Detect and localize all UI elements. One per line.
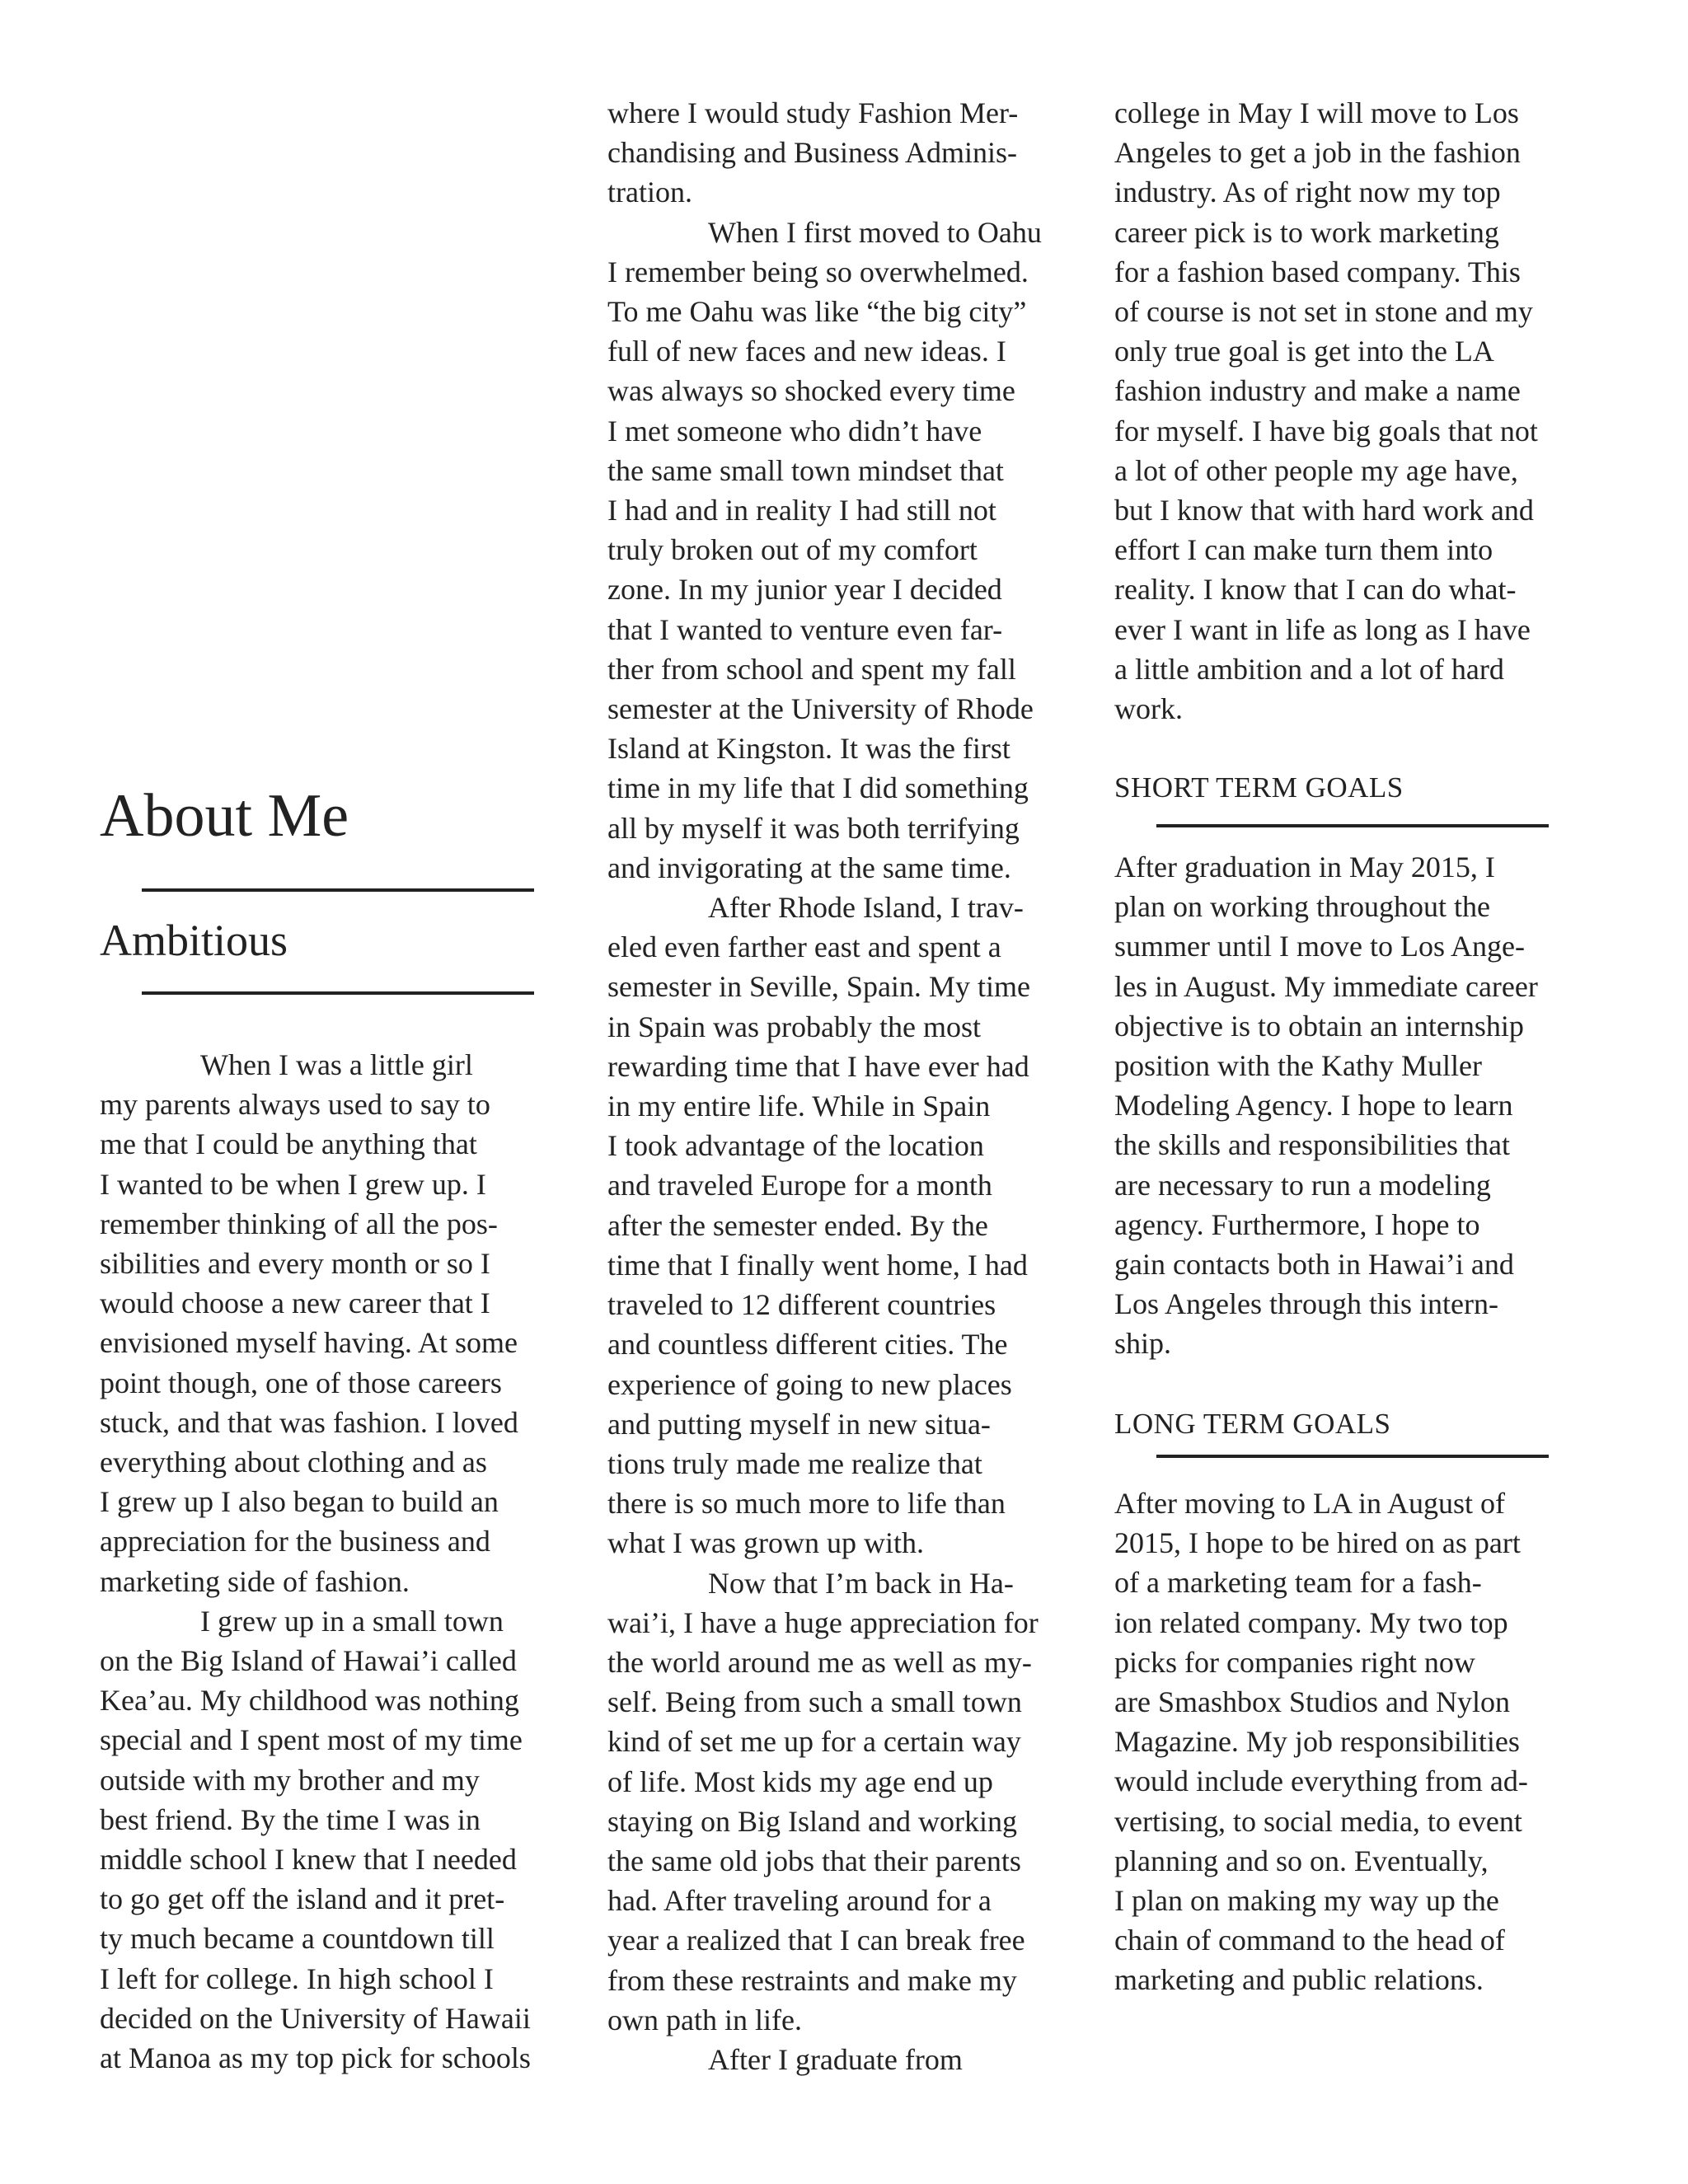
text-line: a little ambition and a lot of hard [1114, 652, 1504, 686]
body-column-3 [1114, 93, 1538, 729]
text-line: of course is not set in stone and my [1114, 295, 1533, 329]
text-line: ty much became a countdown till [100, 1922, 495, 1956]
text-line: had. After traveling around for a [607, 1884, 992, 1918]
text-line: staying on Big Island and working [607, 1804, 1017, 1838]
text-line: ther from school and spent my fall [607, 652, 1016, 686]
text-line: ship. [1114, 1327, 1172, 1361]
text-line: ever I want in life as long as I have [1114, 612, 1531, 646]
text-line: the world around me as well as my- [607, 1645, 1032, 1679]
text-line: chandising and Business Adminis- [607, 136, 1017, 170]
text-line: middle school I knew that I needed [100, 1843, 517, 1877]
text-line: from these restraints and make my [607, 1963, 1017, 1997]
text-line: at Manoa as my top pick for schools [100, 2041, 531, 2075]
text-line: special and I spent most of my time [100, 1723, 523, 1757]
text-line: gain contacts both in Hawai’i and [1114, 1248, 1514, 1282]
text-line: picks for companies right now [1114, 1645, 1475, 1679]
text-line: marketing side of fashion. [100, 1564, 410, 1598]
text-line: and putting myself in new situa- [607, 1407, 991, 1441]
text-line: where I would study Fashion Mer- [607, 96, 1019, 129]
text-line: after the semester ended. By the [607, 1208, 988, 1242]
text-line: truly broken out of my comfort [607, 533, 978, 567]
text-line: I met someone who didn’t have [607, 414, 982, 448]
text-line: When I first moved to Oahu [708, 215, 1042, 249]
text-line: appreciation for the business and [100, 1525, 490, 1558]
text-line: and countless different cities. The [607, 1328, 1008, 1361]
long-term-goals-heading: LONG TERM GOALS [1114, 1408, 1391, 1440]
text-line: all by myself it was both terrifying [607, 811, 1020, 845]
text-line: that I wanted to venture even far- [607, 612, 1003, 646]
short-term-goals-heading: SHORT TERM GOALS [1114, 771, 1404, 804]
text-line: remember thinking of all the pos- [100, 1207, 498, 1240]
text-line: I remember being so overwhelmed. [607, 255, 1029, 288]
body-column-1 [100, 1045, 531, 2078]
text-line: After moving to LA in August of [1114, 1487, 1505, 1520]
text-line: self. Being from such a small town [607, 1685, 1022, 1719]
body-column-2 [607, 93, 1042, 2079]
text-line: I took advantage of the location [607, 1129, 984, 1163]
text-line: what I was grown up with. [607, 1526, 924, 1560]
text-line: the skills and responsibilities that [1114, 1128, 1510, 1162]
text-line: After I graduate from [708, 2042, 963, 2076]
text-line: work. [1114, 692, 1183, 726]
text-line: I had and in reality I had still not [607, 494, 996, 527]
text-line: eled even farther east and spent a [607, 930, 1001, 964]
text-line: decided on the University of Hawaii [100, 2001, 531, 2035]
text-line: own path in life. [607, 2003, 802, 2036]
text-line: of life. Most kids my age end up [607, 1765, 993, 1798]
text-line: best friend. By the time I was in [100, 1802, 481, 1836]
text-line: for myself. I have big goals that not [1114, 414, 1538, 448]
text-line: I grew up I also began to build an [100, 1485, 499, 1519]
text-line: for a fashion based company. This [1114, 255, 1521, 288]
text-line: college in May I will move to Los [1114, 96, 1519, 129]
text-line: my parents always used to say to [100, 1088, 490, 1122]
text-line: and traveled Europe for a month [607, 1169, 992, 1202]
text-line: industry. As of right now my top [1114, 176, 1501, 209]
text-line: tions truly made me realize that [607, 1446, 982, 1480]
text-line: but I know that with hard work and [1114, 494, 1534, 527]
long-term-goals-text [1114, 1483, 1528, 2000]
text-line: I left for college. In high school I [100, 1961, 494, 1995]
text-line: effort I can make turn them into [1114, 533, 1493, 567]
text-line: summer until I move to Los Ange- [1114, 930, 1525, 963]
text-line: are necessary to run a modeling [1114, 1168, 1491, 1202]
text-line: ion related company. My two top [1114, 1605, 1508, 1639]
text-line: there is so much more to life than [607, 1487, 1006, 1521]
text-line: and invigorating at the same time. [607, 851, 1011, 884]
text-line: envisioned myself having. At some [100, 1326, 518, 1360]
text-line: me that I could be anything that [100, 1127, 477, 1161]
text-line: position with the Kathy Muller [1114, 1049, 1482, 1083]
text-line: only true goal is get into the LA [1114, 335, 1494, 368]
text-line: I plan on making my way up the [1114, 1884, 1499, 1918]
subtitle-divider [142, 991, 534, 995]
text-line: a lot of other people my age have, [1114, 453, 1518, 487]
text-line: les in August. My immediate career [1114, 969, 1538, 1003]
text-line: Island at Kingston. It was the first [607, 732, 1010, 766]
text-line: After Rhode Island, I trav- [708, 891, 1024, 925]
short-term-goals-text [1114, 847, 1538, 1364]
text-line: stuck, and that was fashion. I loved [100, 1405, 518, 1439]
text-line: sibilities and every month or so I [100, 1247, 490, 1281]
text-line: Modeling Agency. I hope to learn [1114, 1089, 1513, 1122]
title-divider [142, 888, 534, 892]
long-term-divider [1156, 1455, 1549, 1458]
text-line: time in my life that I did something [607, 771, 1029, 805]
text-line: traveled to 12 different countries [607, 1288, 996, 1322]
text-line: rewarding time that I have ever had [607, 1049, 1029, 1083]
text-line: full of new faces and new ideas. I [607, 335, 1006, 368]
text-line: was always so shocked every time [607, 374, 1015, 408]
text-line: objective is to obtain an internship [1114, 1009, 1524, 1043]
text-line: fashion industry and make a name [1114, 374, 1521, 408]
text-line: agency. Furthermore, I hope to [1114, 1207, 1480, 1241]
text-line: time that I finally went home, I had [607, 1248, 1028, 1282]
text-line: marketing and public relations. [1114, 1963, 1484, 1997]
text-line: Magazine. My job responsibilities [1114, 1725, 1520, 1759]
text-line: chain of command to the head of [1114, 1924, 1505, 1957]
text-line: vertising, to social media, to event [1114, 1804, 1522, 1838]
text-line: semester at the University of Rhode [607, 692, 1034, 726]
text-line: semester in Seville, Spain. My time [607, 970, 1030, 1004]
short-term-divider [1156, 824, 1549, 827]
text-line: After graduation in May 2015, I [1114, 851, 1495, 883]
text-line: would choose a new career that I [100, 1286, 490, 1320]
text-line: planning and so on. Eventually, [1114, 1844, 1489, 1877]
text-line: wai’i, I have a huge appreciation for [607, 1605, 1039, 1639]
text-line: To me Oahu was like “the big city” [607, 295, 1027, 329]
page-title: About Me [100, 782, 349, 850]
text-line: kind of set me up for a certain way [607, 1725, 1021, 1759]
text-line: Now that I’m back in Ha- [708, 1566, 1014, 1600]
text-line: the same old jobs that their parents [607, 1844, 1021, 1877]
text-line: Kea’au. My childhood was nothing [100, 1684, 519, 1718]
text-line: career pick is to work marketing [1114, 215, 1499, 249]
text-line: zone. In my junior year I decided [607, 573, 1002, 607]
text-line: When I was a little girl [200, 1048, 473, 1081]
text-line: on the Big Island of Hawai’i called [100, 1644, 517, 1678]
text-line: outside with my brother and my [100, 1763, 480, 1797]
text-line: plan on working throughout the [1114, 890, 1490, 924]
text-line: year a realized that I can break free [607, 1924, 1025, 1957]
subtitle: Ambitious [100, 916, 288, 965]
text-line: everything about clothing and as [100, 1446, 487, 1479]
text-line: are Smashbox Studios and Nylon [1114, 1685, 1510, 1719]
text-line: the same small town mindset that [607, 453, 1004, 487]
text-line: point though, one of those careers [100, 1366, 502, 1399]
text-line: Los Angeles through this intern- [1114, 1287, 1498, 1321]
text-line: tration. [607, 176, 692, 209]
text-line: experience of going to new places [607, 1367, 1012, 1401]
text-line: I grew up in a small town [200, 1604, 504, 1638]
text-line: in Spain was probably the most [607, 1010, 981, 1043]
text-line: would include everything from ad- [1114, 1765, 1528, 1798]
text-line: I wanted to be when I grew up. I [100, 1167, 486, 1201]
text-line: Angeles to get a job in the fashion [1114, 136, 1521, 170]
text-line: reality. I know that I can do what- [1114, 573, 1517, 607]
text-line: of a marketing team for a fash- [1114, 1566, 1482, 1600]
text-line: 2015, I hope to be hired on as part [1114, 1526, 1521, 1560]
text-line: in my entire life. While in Spain [607, 1090, 991, 1123]
text-line: to go get off the island and it pret- [100, 1882, 505, 1916]
